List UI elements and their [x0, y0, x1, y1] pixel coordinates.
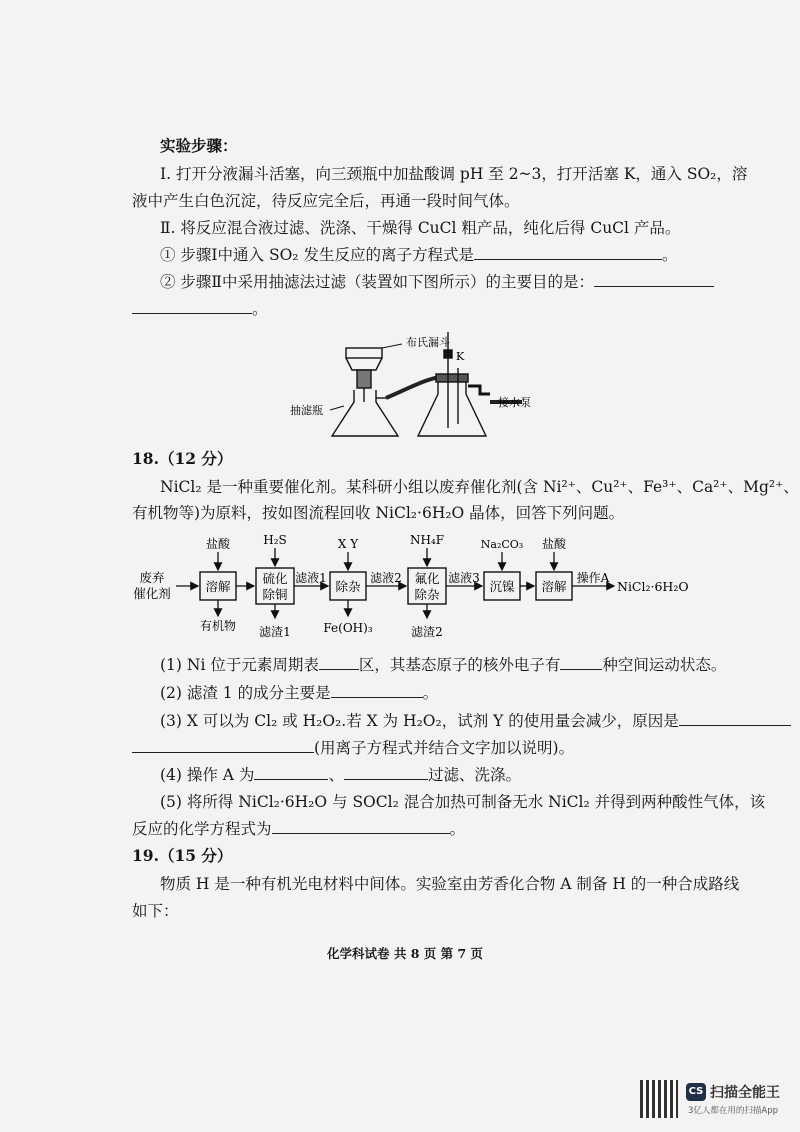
arrow-label: 操作A [576, 571, 610, 585]
q18-part5-text: 反应的化学方程式为 [132, 820, 272, 838]
flask-leader [330, 406, 344, 410]
q18-part1-text: (1) Ni 位于元素周期表 [160, 656, 319, 674]
answer-blank [132, 738, 314, 753]
answer-blank [132, 299, 252, 314]
answer-blank [319, 655, 359, 670]
box-label: 除杂 [414, 587, 440, 602]
answer-blank [560, 655, 602, 670]
funnel-leader [382, 344, 402, 348]
waste-label: 滤渣2 [411, 625, 443, 639]
reagent-label: H₂S [263, 533, 287, 547]
reagent-label: 盐酸 [541, 537, 567, 551]
answer-blank [344, 765, 428, 780]
q18-part1-text-3: 种空间运动状态。 [602, 656, 727, 674]
step2-text: Ⅱ. 将反应混合液过滤、洗涤、干燥得 CuCl 粗产品，纯化后得 CuCl 产品。 [160, 219, 681, 237]
q18-part3-text: (3) X 可以为 Cl₂ 或 H₂O₂.若 X 为 H₂O₂，试剂 Y 的使用量会减少，原因是 [160, 712, 679, 730]
pump-connector [468, 386, 490, 394]
q18-part1-text-2: 区，其基态原子的核外电子有 [358, 656, 561, 674]
scanner-tagline: 3亿人都在用的扫描App [688, 1106, 779, 1116]
q18-part2-text: (2) 滤渣 1 的成分主要是 [160, 684, 331, 702]
q18-part3-note: (用离子方程式并结合文字加以说明)。 [314, 739, 575, 757]
box-label: 硫化 [262, 571, 288, 586]
question-2-text: ② 步骤Ⅱ中采用抽滤法过滤（装置如下图所示）的主要目的是： [160, 273, 594, 291]
q18-intro-line1: NiCl₂ 是一种重要催化剂。某科研小组以废弃催化剂(含 Ni²⁺、Cu²⁺、Fe³⁺、Ca²⁺、Mg²⁺、 [160, 478, 799, 496]
question-2-cont [132, 299, 268, 319]
scanner-brand-name: 扫描全能王 [710, 1085, 780, 1101]
box-label: 除铜 [262, 587, 288, 602]
flow-start-2: 催化剂 [133, 586, 171, 601]
answer-blank [272, 819, 450, 834]
valve-label: K [456, 350, 465, 363]
waste-label: 滤渣1 [259, 625, 291, 639]
answer-blank [474, 245, 662, 260]
buchner-funnel-top [346, 348, 382, 358]
box-label: 氟化 [414, 571, 440, 586]
q18-part4-sep: 、 [328, 766, 344, 784]
question-1-text: ① 步骤Ⅰ中通入 SO₂ 发生反应的离子方程式是 [160, 246, 474, 264]
steps-title: 实验步骤： [160, 136, 238, 155]
question-2 [160, 272, 714, 292]
q18-part5-end: 。 [449, 820, 466, 838]
question-2-end: 。 [252, 300, 268, 318]
waste-label: Fe(OH)₃ [323, 621, 373, 635]
process-flow-diagram [120, 532, 700, 642]
flask-label: 抽滤瓶 [290, 404, 323, 417]
reagent-label: NH₄F [409, 533, 445, 547]
reagent-label: 盐酸 [205, 537, 231, 551]
arrow-label: 滤液1 [295, 571, 327, 585]
suction-filtration-apparatus [290, 328, 550, 448]
q19-line1: 物质 H 是一种有机光电材料中间体。实验室由芳香化合物 A 制备 H 的一种合成路线 [160, 875, 740, 893]
box-label: 溶解 [541, 579, 567, 594]
buchner-funnel-body [346, 358, 382, 370]
flow-start-1: 废弃 [139, 570, 165, 585]
q18-part5-line1: (5) 将所得 NiCl₂·6H₂O 与 SOCl₂ 混合加热可制备无水 NiCl₂ 并得到两种酸性气体，该 [160, 793, 766, 811]
funnel-label: 布氏漏斗 [406, 336, 450, 349]
answer-blank [679, 711, 791, 726]
pump-label: 接水泵 [498, 396, 531, 409]
q18-intro-line2: 有机物等)为原料，按如图流程回收 NiCl₂·6H₂O 晶体，回答下列问题。 [132, 504, 625, 522]
arrow-label: 滤液3 [448, 571, 480, 585]
camscanner-logo-icon: CS [686, 1083, 706, 1101]
question-1-end: 。 [661, 246, 678, 264]
q18-part2 [160, 683, 438, 703]
answer-blank [254, 765, 328, 780]
answer-blank [594, 272, 714, 287]
safety-flask-stopper [436, 374, 468, 382]
q18-part4-text: (4) 操作 A 为 [160, 766, 255, 784]
box-label: 沉镍 [489, 579, 515, 594]
q19-line2: 如下： [132, 902, 179, 920]
q18-part4-text-2: 过滤、洗涤。 [427, 766, 521, 784]
q18-part4 [160, 765, 521, 785]
step1-line1: Ⅰ. 打开分液漏斗活塞，向三颈瓶中加盐酸调 pH 至 2~3，打开活塞 K，通入 SO₂，溶 [160, 165, 748, 183]
qr-code-icon [640, 1080, 678, 1118]
reagent-label: Na₂CO₃ [480, 538, 524, 551]
rubber-stopper [357, 370, 371, 388]
q18-header: 18.（12 分） [132, 449, 233, 468]
reagent-label: X Y [337, 537, 359, 551]
step1-line2: 液中产生白色沉淀，待反应完全后，再通一段时间气体。 [132, 192, 520, 210]
q18-part3-cont [132, 738, 574, 758]
waste-label: 有机物 [199, 619, 237, 633]
q18-part2-end: 。 [422, 684, 439, 702]
question-1 [160, 245, 677, 265]
flow-product: NiCl₂·6H₂O [617, 579, 689, 594]
box-label: 溶解 [205, 579, 231, 594]
q18-part1 [160, 655, 726, 675]
q18-part5-line2 [132, 819, 465, 839]
box-label: 除杂 [335, 579, 361, 594]
q19-header: 19.（15 分） [132, 846, 233, 865]
page-footer: 化学科试卷 共 8 页 第 7 页 [327, 946, 484, 961]
valve-k [444, 350, 452, 358]
arrow-label: 滤液2 [370, 571, 402, 585]
answer-blank [331, 683, 423, 698]
q18-part3 [160, 711, 791, 731]
